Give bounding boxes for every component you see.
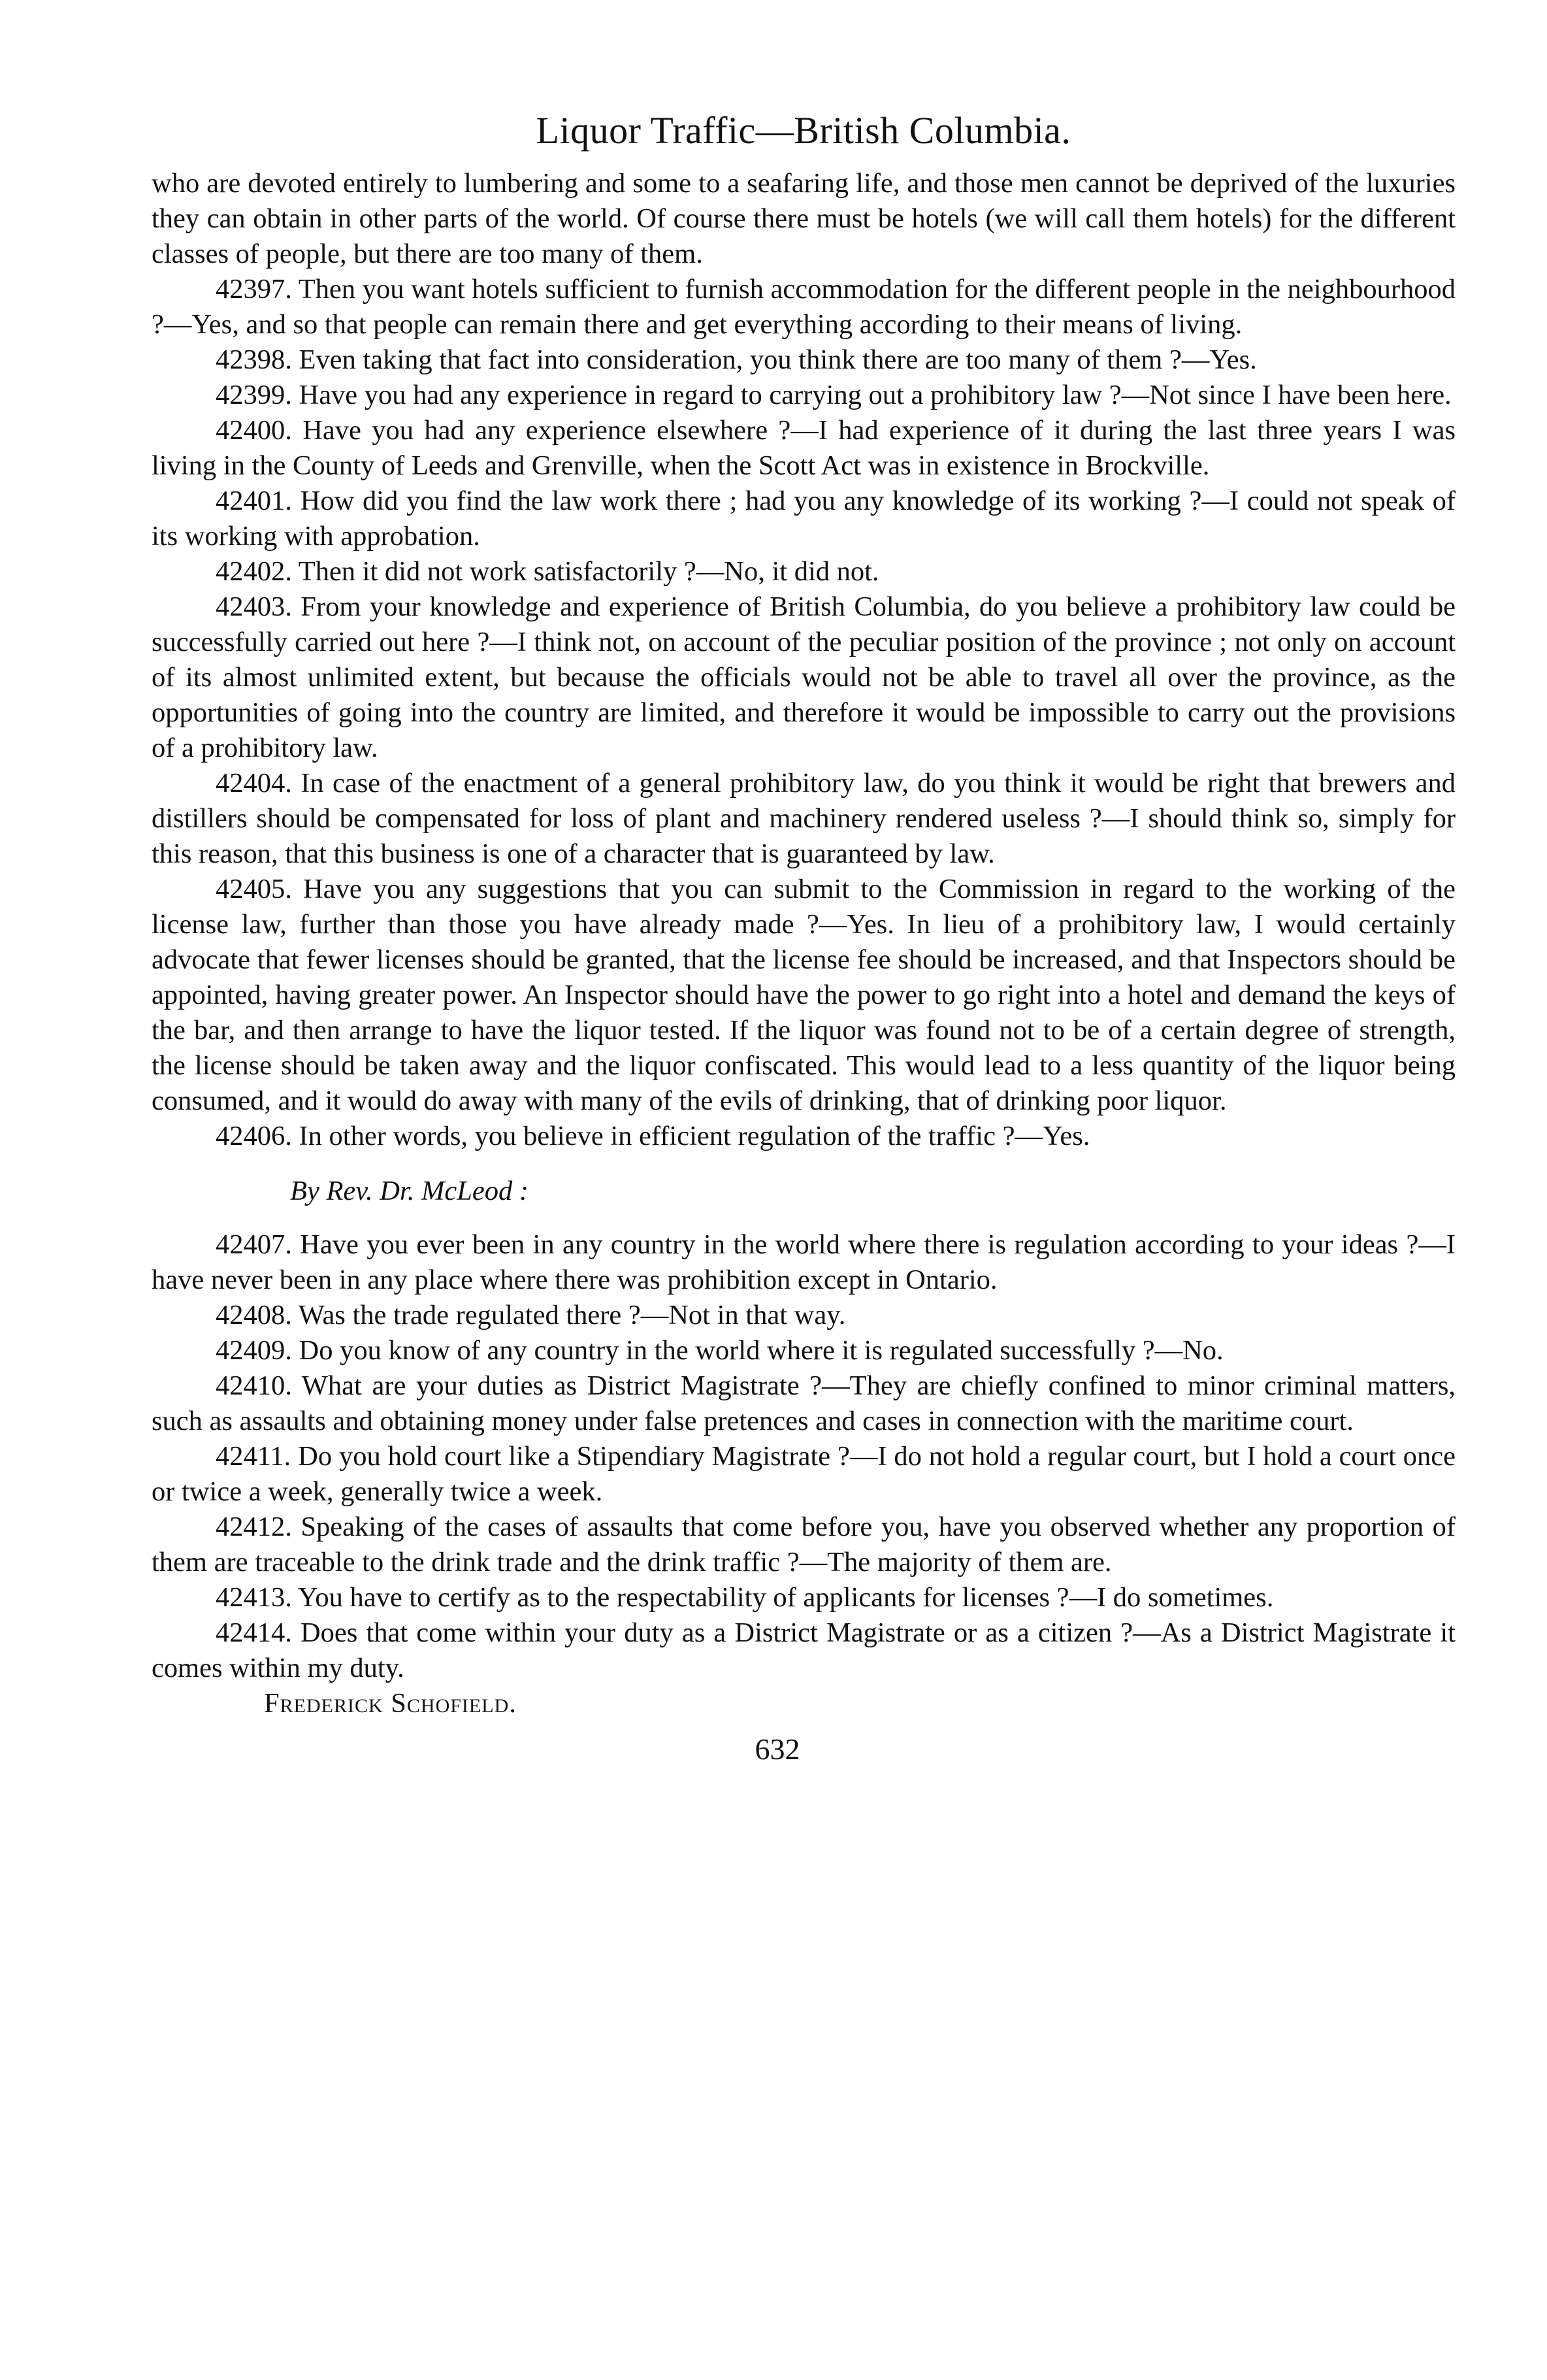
question-42409: 42409. Do you know of any country in the world where it is regulated successfully ?—No. — [216, 1335, 1224, 1366]
running-header: Liquor Traffic—British Columbia. — [536, 109, 1071, 152]
question-42407: 42407. Have you ever been in any country in the world where there is regulation according to your ideas ?—I have never been in any place where there was prohibition except in Ontario. — [152, 1229, 1456, 1295]
question-42401: 42401. How did you find the law work there ; had you any knowledge of its working ?—I could not speak of its working with approbation. — [152, 486, 1456, 552]
question-42399: 42399. Have you had any experience in regard to carrying out a prohibitory law ?—Not since I have been here. — [216, 380, 1452, 410]
question-42397: 42397. Then you want hotels sufficient to furnish accommodation for the different people in the neighbourhood ?—Yes, and so that people can remain there and get everything according to their means of living. — [152, 274, 1456, 340]
question-42402: 42402. Then it did not work satisfactorily ?—No, it did not. — [216, 556, 879, 587]
paragraph-continuation: who are devoted entirely to lumbering and some to a seafaring life, and those men cannot be deprived of the luxuries they can obtain in other parts of the world. Of course there must be hotels (we will call them hotels) for the different classes of people, but there are too many of them. — [152, 168, 1456, 269]
question-42406: 42406. In other words, you believe in efficient regulation of the traffic ?—Yes. — [216, 1121, 1090, 1151]
witness-signature: Frederick Schofield. — [264, 1688, 517, 1719]
question-42412: 42412. Speaking of the cases of assaults that come before you, have you observed whether any proportion of them are traceable to the drink trade and the drink traffic ?—The majority of them are. — [152, 1512, 1456, 1578]
speaker-heading: By Rev. Dr. McLeod : — [290, 1176, 529, 1206]
document-body — [152, 166, 1456, 1721]
question-42404: 42404. In case of the enactment of a general prohibitory law, do you think it would be right that brewers and distillers should be compensated for loss of plant and machinery rendered useless ?—I should think so, simply for this reason, that this business is one of a character that is guaranteed by law. — [152, 768, 1456, 869]
document-page — [152, 105, 1456, 1766]
question-42400: 42400. Have you had any experience elsewhere ?—I had experience of it during the last three years I was living in the County of Leeds and Grenville, when the Scott Act was in existence in Brockville. — [152, 415, 1456, 481]
question-42405: 42405. Have you any suggestions that you can submit to the Commission in regard to the working of the license law, further than those you have already made ?—Yes. In lieu of a prohibitory law, I would certainly advocate that fewer licenses should be granted, that the license fee should be increased, and that Inspectors should be appointed, having greater power. An Inspector should have the power to go right into a hotel and demand the keys of the bar, and then arrange to have the liquor tested. If the liquor was found not to be of a certain degree of strength, the license should be taken away and the liquor confiscated. This would lead to a less quantity of the liquor being consumed, and it would do away with many of the evils of drinking, that of drinking poor liquor. — [152, 874, 1456, 1116]
question-42414: 42414. Does that come within your duty as a District Magistrate or as a citizen ?—As a District Magistrate it comes within my duty. — [152, 1617, 1456, 1683]
question-42398: 42398. Even taking that fact into consideration, you think there are too many of them ?—Yes. — [216, 344, 1257, 375]
question-42410: 42410. What are your duties as District Magistrate ?—They are chiefly confined to minor criminal matters, such as assaults and obtaining money under false pretences and cases in connection with the maritime court. — [152, 1370, 1456, 1436]
question-42413: 42413. You have to certify as to the respectability of applicants for licenses ?—I do sometimes. — [216, 1582, 1274, 1613]
question-42408: 42408. Was the trade regulated there ?—Not in that way. — [216, 1300, 846, 1330]
page-number: 632 — [755, 1732, 800, 1766]
question-42403: 42403. From your knowledge and experience of British Columbia, do you believe a prohibitory law could be successfully carried out here ?—I think not, on account of the peculiar position of the province ; not only on account of its almost unlimited extent, but because the officials would not be able to travel all over the province, as the opportunities of going into the country are limited, and therefore it would be impossible to carry out the provisions of a prohibitory law. — [152, 591, 1456, 763]
question-42411: 42411. Do you hold court like a Stipendiary Magistrate ?—I do not hold a regular court, but I hold a court once or twice a week, generally twice a week. — [152, 1441, 1456, 1507]
